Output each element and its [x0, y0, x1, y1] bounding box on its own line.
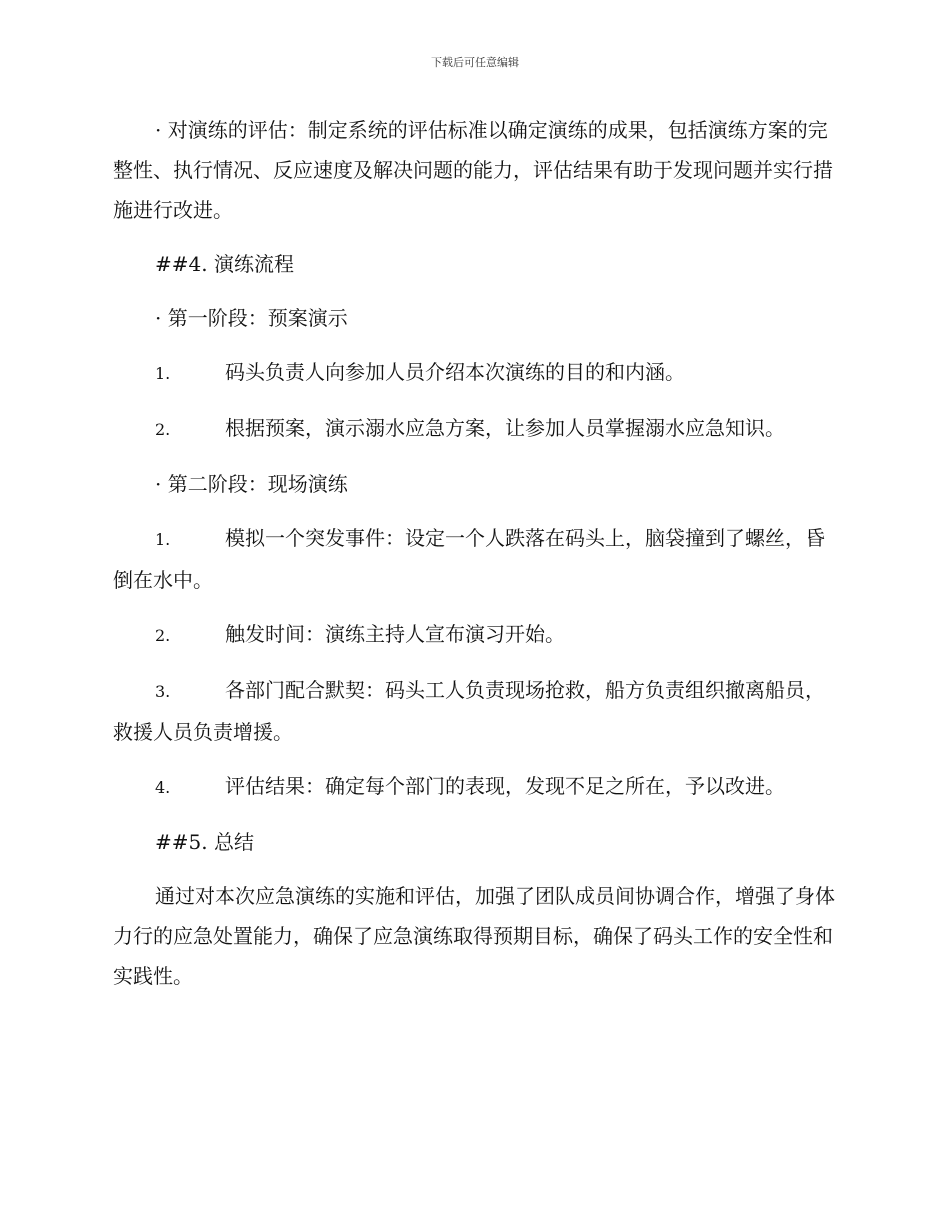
list-item	[113, 408, 837, 450]
list-text: 码头负责人向参加人员介绍本次演练的目的和内涵。	[225, 360, 685, 384]
paragraph-summary: 通过对本次应急演练的实施和评估，加强了团队成员间协调合作，增强了身体力行的应急处置能力，确保了应急演练取得预期目标，确保了码头工作的安全性和实践性。	[113, 884, 835, 988]
list-number: 4.	[155, 778, 171, 797]
stage-two-heading: · 第二阶段：现场演练	[155, 472, 348, 496]
list-item	[113, 766, 837, 808]
heading-summary: ##5. 总结	[155, 830, 254, 854]
page-header: 下载后可任意编辑	[431, 56, 519, 69]
list-item	[113, 352, 837, 394]
list-number: 3.	[155, 682, 171, 701]
list-number: 1.	[155, 530, 171, 549]
list-item	[113, 670, 837, 752]
list-item	[113, 518, 837, 600]
list-number: 2.	[155, 420, 171, 439]
list-item	[113, 614, 837, 656]
list-number: 1.	[155, 364, 171, 383]
document-body	[113, 110, 837, 1010]
list-text: 触发时间：演练主持人宣布演习开始。	[225, 622, 565, 646]
list-text: 各部门配合默契：码头工人负责现场抢救，船方负责组织撤离船员，救援人员负责增援。	[113, 678, 825, 744]
list-text: 模拟一个突发事件：设定一个人跌落在码头上，脑袋撞到了螺丝，昏倒在水中。	[113, 526, 825, 592]
list-text: 根据预案，演示溺水应急方案，让参加人员掌握溺水应急知识。	[225, 416, 785, 440]
heading-drill-process: ##4. 演练流程	[155, 252, 294, 276]
paragraph-evaluation: · 对演练的评估：制定系统的评估标准以确定演练的成果，包括演练方案的完整性、执行情况、反应速度及解决问题的能力，评估结果有助于发现问题并实行措施进行改进。	[113, 118, 833, 222]
stage-one-heading: · 第一阶段：预案演示	[155, 306, 348, 330]
list-number: 2.	[155, 626, 171, 645]
list-text: 评估结果：确定每个部门的表现，发现不足之所在，予以改进。	[225, 774, 785, 798]
